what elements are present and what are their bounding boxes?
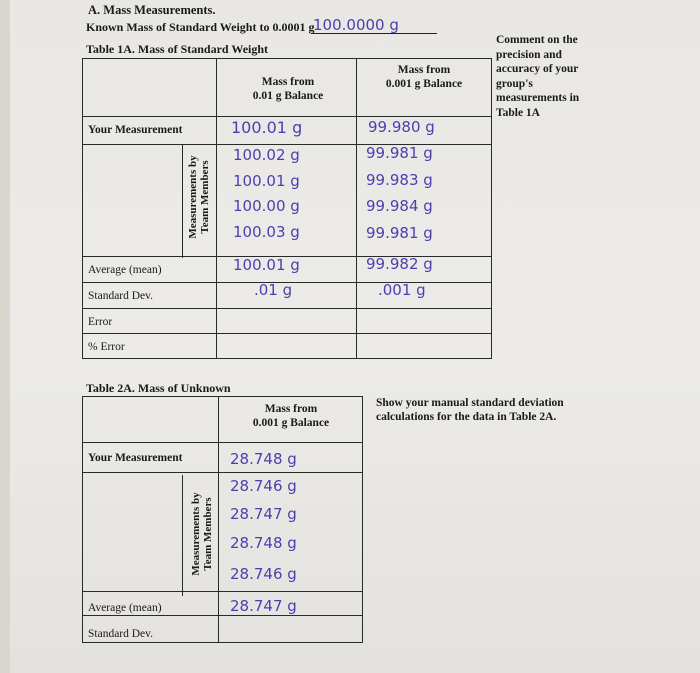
table2-subcol-line	[182, 475, 183, 596]
table2-row-your-measurement: Your Measurement	[88, 452, 183, 464]
table1-caption: Table 1A. Mass of Standard Weight	[86, 42, 269, 56]
t1-c2-member4: 99.981 g	[366, 224, 433, 242]
table2-row-average: Average (mean)	[88, 602, 162, 614]
table1-col1-header: Mass from 0.01 g Balance	[252, 76, 324, 102]
t2-member2: 28.747 g	[230, 505, 297, 523]
t1-c1-std: .01 g	[254, 281, 293, 299]
t1-c2-member3: 99.984 g	[366, 197, 433, 215]
t2-average: 28.747 g	[230, 597, 297, 615]
table1-row-average: Average (mean)	[88, 264, 162, 276]
table1-row-your-measurement: Your Measurement	[88, 124, 183, 136]
table1-row-std: Standard Dev.	[88, 290, 154, 302]
comment2-prompt: Show your manual standard deviation calculations for the data in Table 2A.	[376, 397, 564, 423]
t1-c1-measure: 100.01 g	[231, 118, 303, 137]
table1-row-error: Error	[88, 316, 113, 328]
table2-caption: Table 2A. Mass of Unknown	[86, 381, 231, 395]
t2-member4: 28.746 g	[230, 565, 297, 583]
t2-member1: 28.746 g	[230, 477, 297, 495]
t1-c2-average: 99.982 g	[366, 255, 433, 273]
t1-c2-member2: 99.983 g	[366, 171, 433, 189]
t1-c1-member1: 100.02 g	[233, 146, 300, 164]
table1-team-members-label: Measurements by Team Members	[187, 155, 211, 239]
table1-col2-header: Mass from 0.001 g Balance	[385, 64, 463, 90]
section-title: A. Mass Measurements.	[88, 3, 216, 17]
t1-c2-std: .001 g	[378, 281, 426, 299]
known-mass-value: 100.0000 g	[313, 16, 399, 34]
table1-subcol-line	[182, 144, 183, 258]
table2-row-std: Standard Dev.	[88, 628, 154, 640]
table2-col-header: Mass from 0.001 g Balance	[252, 403, 330, 429]
t2-measure: 28.748 g	[230, 450, 297, 468]
t2-member3: 28.748 g	[230, 534, 297, 552]
t1-c1-member3: 100.00 g	[233, 197, 300, 215]
t1-c2-member1: 99.981 g	[366, 144, 433, 162]
table1-row-pct-error: % Error	[88, 341, 125, 353]
t1-c2-measure: 99.980 g	[368, 118, 435, 136]
known-mass-label: Known Mass of Standard Weight to 0.0001 g	[86, 20, 315, 34]
t1-c1-member2: 100.01 g	[233, 172, 300, 190]
t1-c1-member4: 100.03 g	[233, 223, 300, 241]
table2-team-members-label: Measurements by Team Members	[190, 492, 214, 576]
t1-c1-average: 100.01 g	[233, 256, 300, 274]
comment1-prompt: Comment on the precision and accuracy of your group's measurements in Table 1A	[496, 34, 580, 119]
